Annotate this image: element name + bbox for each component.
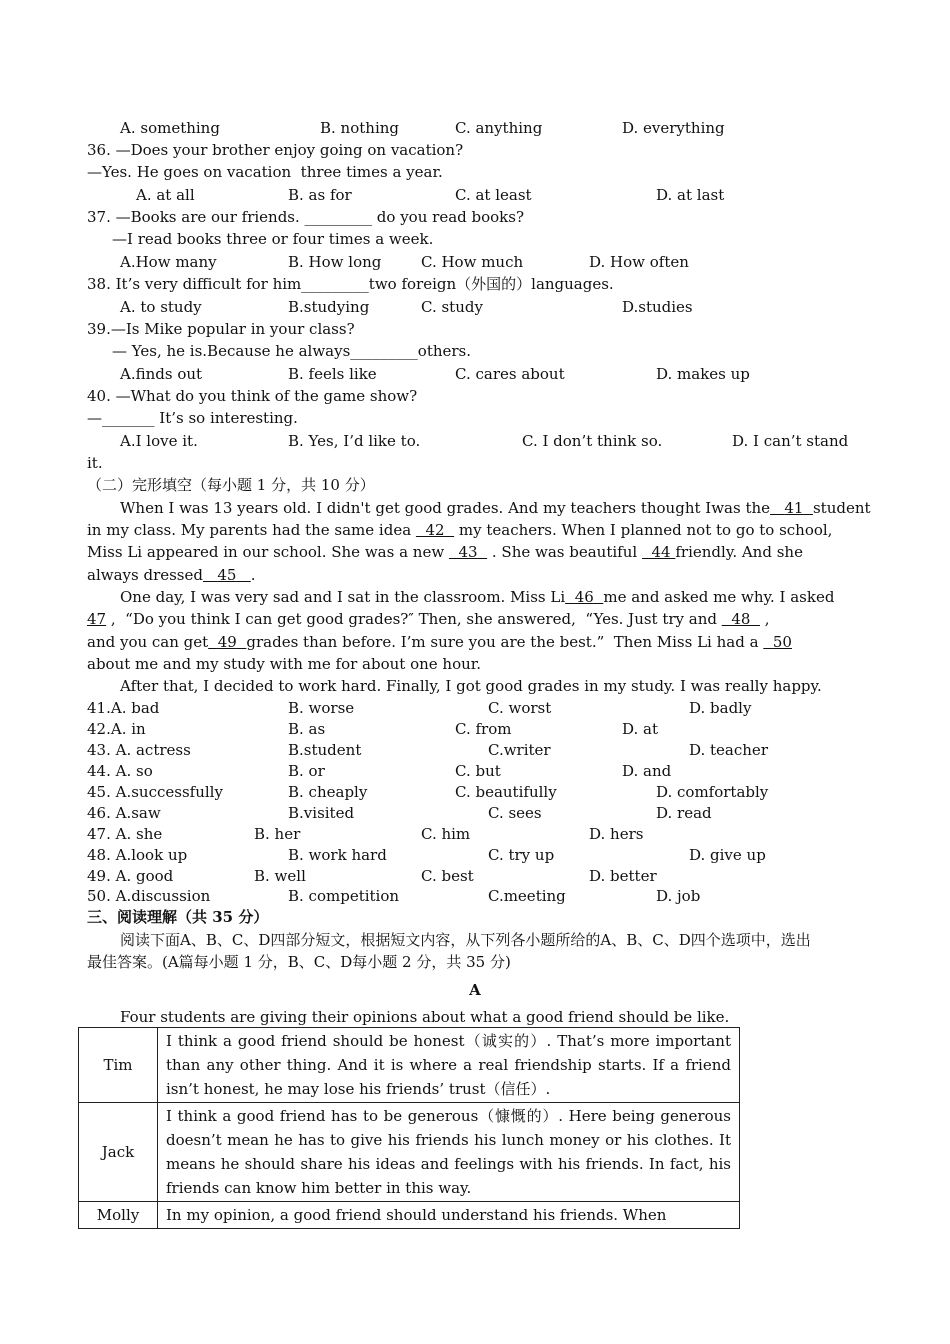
q42-option-c: C. from bbox=[455, 720, 512, 738]
q37-option-c: C. How much bbox=[421, 253, 524, 271]
q45-option-a: 45. A.successfully bbox=[87, 783, 223, 801]
q39-reply: — Yes, he is.Because he always_________others. bbox=[112, 342, 472, 360]
q50-option-b: B. competition bbox=[288, 887, 400, 905]
student-name: Molly bbox=[79, 1202, 158, 1229]
q46-option-b: B.visited bbox=[288, 804, 355, 822]
q45-option-d: D. comfortably bbox=[656, 783, 769, 801]
blank-42 bbox=[416, 521, 454, 539]
q49-option-b: B. well bbox=[254, 867, 306, 885]
cloze-p2-line4: about me and my study with me for about one hour. bbox=[87, 655, 482, 673]
blank-47: 47 bbox=[87, 610, 107, 628]
cloze-text: Miss Li appeared in our school. She was a new bbox=[87, 543, 449, 561]
q43-option-b: B.student bbox=[288, 741, 362, 759]
student-name: Jack bbox=[79, 1103, 158, 1202]
blank-41 bbox=[770, 499, 813, 517]
blank-50 bbox=[763, 633, 792, 651]
blank-44 bbox=[642, 543, 675, 561]
passage-a-intro: Four students are giving their opinions about what a good friend should be like. bbox=[120, 1008, 730, 1026]
q41-option-b: B. worse bbox=[288, 699, 355, 717]
q43-option-d: D. teacher bbox=[689, 741, 768, 759]
cloze-text: . She was beautiful bbox=[487, 543, 642, 561]
q47-option-c: C. him bbox=[421, 825, 471, 843]
q46-option-c: C. sees bbox=[488, 804, 542, 822]
cloze-text: , “Do you think I can get good grades?″ Then, she answered, “Yes. Just try and bbox=[106, 610, 722, 628]
q37-option-d: D. How often bbox=[589, 253, 689, 271]
q40-option-a: A.I love it. bbox=[120, 432, 198, 450]
table-row bbox=[79, 1103, 740, 1202]
q44-option-c: C. but bbox=[455, 762, 501, 780]
cloze-p1-line1 bbox=[120, 498, 871, 518]
q46-option-a: 46. A.saw bbox=[87, 804, 161, 822]
q40-reply: —_______ It’s so interesting. bbox=[87, 409, 298, 427]
blank-number: 42 bbox=[425, 521, 445, 539]
cloze-text: my teachers. When I planned not to go to school, bbox=[454, 521, 833, 539]
q40-option-d: D. I can’t stand bbox=[732, 432, 849, 450]
q50-option-c: C.meeting bbox=[488, 887, 566, 905]
cloze-heading: （二）完形填空（每小题 1 分，共 10 分） bbox=[87, 476, 375, 494]
student-opinion: I think a good friend should be honest（诚实的）. That’s more important than any other thing. And it is where a real friendship starts. If a friend isn’t honest, he may lose his friends’ trust（信任）. bbox=[158, 1028, 740, 1103]
q39-stem: 39.—Is Mike popular in your class? bbox=[87, 320, 355, 338]
q49-option-c: C. best bbox=[421, 867, 474, 885]
student-opinion: In my opinion, a good friend should understand his friends. When bbox=[158, 1202, 740, 1229]
q42-option-a: 42.A. in bbox=[87, 720, 146, 738]
table-row bbox=[79, 1028, 740, 1103]
cloze-p2-line3 bbox=[87, 632, 792, 652]
q35-option-a: A. something bbox=[120, 119, 220, 137]
q35-option-b: B. nothing bbox=[320, 119, 399, 137]
q50-option-d: D. job bbox=[656, 887, 701, 905]
q37-reply: —I read books three or four times a week. bbox=[112, 230, 434, 248]
q39-option-d: D. makes up bbox=[656, 365, 750, 383]
cloze-text: and you can get bbox=[87, 633, 209, 651]
cloze-p2-line2 bbox=[87, 609, 770, 629]
cloze-text: in my class. My parents had the same idea bbox=[87, 521, 416, 539]
q41-option-c: C. worst bbox=[488, 699, 552, 717]
q35-option-c: C. anything bbox=[455, 119, 543, 137]
cloze-text: grades than before. I’m sure you are the best.” Then Miss Li had a bbox=[246, 633, 764, 651]
blank-number: 45 bbox=[217, 566, 237, 584]
q39-option-a: A.finds out bbox=[120, 365, 203, 383]
q48-option-b: B. work hard bbox=[288, 846, 387, 864]
q41-option-a: 41.A. bad bbox=[87, 699, 160, 717]
q36-option-d: D. at last bbox=[656, 186, 725, 204]
blank-43 bbox=[449, 543, 487, 561]
blank-number: 41 bbox=[784, 499, 804, 517]
q36-option-a: A. at all bbox=[136, 186, 195, 204]
q37-option-b: B. How long bbox=[288, 253, 382, 271]
q40-option-c: C. I don’t think so. bbox=[522, 432, 663, 450]
blank-number: 43 bbox=[458, 543, 478, 561]
cloze-text: student bbox=[812, 499, 871, 517]
reading-heading: 三、阅读理解（共 35 分） bbox=[87, 908, 269, 926]
cloze-text: , bbox=[759, 610, 770, 628]
q44-option-d: D. and bbox=[622, 762, 672, 780]
q40-option-b: B. Yes, I’d like to. bbox=[288, 432, 421, 450]
cloze-p2-line1 bbox=[120, 587, 834, 607]
q49-option-d: D. better bbox=[589, 867, 657, 885]
q40-option-d-wrap: it. bbox=[87, 454, 103, 472]
student-opinion: I think a good friend has to be generous（慷慨的）. Here being generous doesn’t mean he has to give his friends his lunch money or his clothes. It means he should share his ideas and feelings with his friends. In fact, his friends can know him better in this way. bbox=[158, 1103, 740, 1202]
q43-option-a: 43. A. actress bbox=[87, 741, 191, 759]
q45-option-b: B. cheaply bbox=[288, 783, 368, 801]
q48-option-c: C. try up bbox=[488, 846, 555, 864]
q49-option-a: 49. A. good bbox=[87, 867, 174, 885]
q44-option-a: 44. A. so bbox=[87, 762, 153, 780]
blank-number: 48 bbox=[731, 610, 751, 628]
blank-number: 49 bbox=[217, 633, 237, 651]
cloze-text: always dressed bbox=[87, 566, 203, 584]
cloze-text: friendly. And she bbox=[675, 543, 803, 561]
q42-option-d: D. at bbox=[622, 720, 658, 738]
table-row bbox=[79, 1202, 740, 1229]
cloze-text: One day, I was very sad and I sat in the classroom. Miss Li bbox=[120, 588, 566, 606]
cloze-p1-line4 bbox=[87, 565, 256, 585]
q44-option-b: B. or bbox=[288, 762, 325, 780]
q50-option-a: 50. A.discussion bbox=[87, 887, 211, 905]
cloze-text: . bbox=[250, 566, 256, 584]
opinions-table bbox=[78, 1027, 740, 1229]
q38-option-c: C. study bbox=[421, 298, 483, 316]
q43-option-c: C.writer bbox=[488, 741, 551, 759]
q48-option-a: 48. A.look up bbox=[87, 846, 188, 864]
q47-option-a: 47. A. she bbox=[87, 825, 163, 843]
q47-option-b: B. her bbox=[254, 825, 301, 843]
student-name: Tim bbox=[79, 1028, 158, 1103]
q38-option-b: B.studying bbox=[288, 298, 370, 316]
blank-number: 46 bbox=[574, 588, 594, 606]
cloze-text: When I was 13 years old. I didn't get good grades. And my teachers thought Iwas the bbox=[120, 499, 771, 517]
blank-48 bbox=[722, 610, 760, 628]
q36-option-b: B. as for bbox=[288, 186, 352, 204]
reading-instructions-line1: 阅读下面A、B、C、D四部分短文，根据短文内容，从下列各小题所给的A、B、C、D四个选项中，选出 bbox=[120, 931, 811, 949]
cloze-text: me and asked me why. I asked bbox=[603, 588, 835, 606]
q38-option-a: A. to study bbox=[120, 298, 202, 316]
q42-option-b: B. as bbox=[288, 720, 326, 738]
q39-option-c: C. cares about bbox=[455, 365, 565, 383]
cloze-p1-line2 bbox=[87, 520, 832, 540]
blank-45 bbox=[203, 566, 251, 584]
q36-option-c: C. at least bbox=[455, 186, 532, 204]
q35-option-d: D. everything bbox=[622, 119, 725, 137]
q39-option-b: B. feels like bbox=[288, 365, 377, 383]
q40-stem: 40. —What do you think of the game show? bbox=[87, 387, 418, 405]
q47-option-d: D. hers bbox=[589, 825, 644, 843]
cloze-p1-line3 bbox=[87, 542, 803, 562]
q38-stem: 38. It’s very difficult for him_________two foreign（外国的）languages. bbox=[87, 275, 614, 293]
blank-number: 50 bbox=[772, 633, 792, 651]
q37-option-a: A.How many bbox=[120, 253, 217, 271]
blank-46 bbox=[565, 588, 603, 606]
reading-instructions-line2: 最佳答案。(A篇每小题 1 分，B、C、D每小题 2 分，共 35 分) bbox=[87, 953, 511, 971]
q48-option-d: D. give up bbox=[689, 846, 766, 864]
blank-49 bbox=[208, 633, 246, 651]
q45-option-c: C. beautifully bbox=[455, 783, 557, 801]
cloze-p3: After that, I decided to work hard. Finally, I got good grades in my study. I was really happy. bbox=[120, 677, 822, 695]
q37-stem: 37. —Books are our friends. _________ do you read books? bbox=[87, 208, 524, 226]
blank-number: 44 bbox=[651, 543, 671, 561]
q38-option-d: D.studies bbox=[622, 298, 693, 316]
q36-reply: —Yes. He goes on vacation three times a year. bbox=[87, 163, 443, 181]
section-a-title: A bbox=[469, 981, 481, 999]
q41-option-d: D. badly bbox=[689, 699, 752, 717]
q46-option-d: D. read bbox=[656, 804, 712, 822]
q36-stem: 36. —Does your brother enjoy going on vacation? bbox=[87, 141, 464, 159]
